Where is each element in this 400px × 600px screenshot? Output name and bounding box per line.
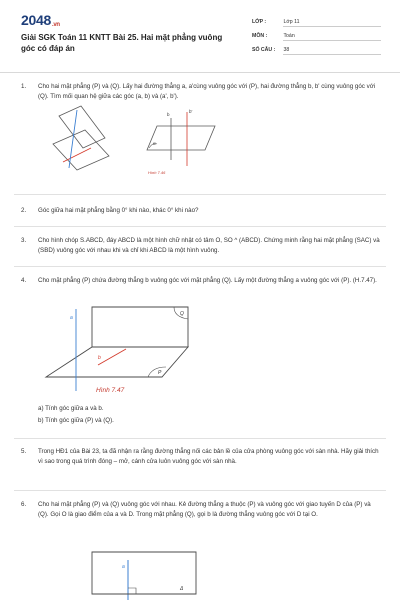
label-a: a bbox=[122, 564, 125, 570]
question-text: Cho hình chóp S.ABCD, đáy ABCD là một hình chữ nhật có tâm O, SO ^ (ABCD). Chứng minh rằng hai mặt phẳng (SAC) và (SBD) vuông góc với nhau khi và chỉ khi ABCD là một hình vuông. bbox=[38, 237, 380, 254]
question-number: 2. bbox=[21, 207, 27, 214]
label-b: b bbox=[167, 112, 170, 117]
label-a: a bbox=[70, 315, 73, 321]
question-5 bbox=[21, 447, 381, 479]
figure-left-planes bbox=[53, 106, 109, 170]
figure-right-plane bbox=[147, 126, 215, 150]
separator bbox=[14, 226, 386, 227]
separator bbox=[14, 194, 386, 195]
question-number: 5. bbox=[21, 448, 27, 455]
question-1 bbox=[21, 82, 381, 104]
q4-sub-a: a) Tính góc giữa a và b. bbox=[38, 405, 104, 412]
angle-mark-q6 bbox=[128, 588, 136, 594]
meta-class-row bbox=[252, 19, 381, 27]
label-b: b bbox=[98, 355, 101, 361]
separator bbox=[14, 438, 386, 439]
label-b-prime: b' bbox=[189, 109, 193, 114]
q4-sub-b: b) Tính góc giữa (P) và (Q). bbox=[38, 417, 114, 424]
red-line-a bbox=[63, 148, 91, 162]
label-q: Q bbox=[180, 311, 184, 317]
meta-count-label: SỐ CÂU : bbox=[252, 47, 276, 53]
label-delta: Δ bbox=[180, 586, 184, 592]
figure-q6 bbox=[62, 546, 202, 600]
question-3 bbox=[21, 236, 381, 258]
plane-q bbox=[92, 307, 188, 347]
question-number: 4. bbox=[21, 277, 27, 284]
logo-suffix: .vn bbox=[51, 22, 60, 28]
label-alpha: α bbox=[153, 141, 156, 146]
meta-subject-row bbox=[252, 33, 381, 41]
question-number: 3. bbox=[21, 237, 27, 244]
document-title: Giải SGK Toán 11 KNTT Bài 25. Hai mặt phẳng vuông góc có đáp án bbox=[21, 33, 223, 53]
separator bbox=[14, 266, 386, 267]
figure-7-47 bbox=[38, 305, 198, 397]
question-2 bbox=[21, 206, 381, 218]
question-6 bbox=[21, 500, 381, 532]
logo-text: 2048 bbox=[21, 12, 51, 28]
question-text: Cho hai mặt phẳng (P) và (Q) vuông góc với nhau. Kẻ đường thẳng a thuộc (P) và vuông góc với giao tuyến D của (P) và (Q). Gọi O là giao điểm của a và D. Trong mặt phẳng (Q), gọi b là đường thẳng vuông góc với D tại O. bbox=[38, 501, 371, 518]
meta-subject-label: MÔN : bbox=[252, 33, 268, 39]
question-number: 1. bbox=[21, 83, 27, 90]
figure-caption-7-47: Hình 7.47 bbox=[96, 387, 125, 394]
line-b bbox=[98, 349, 126, 365]
question-number: 6. bbox=[21, 501, 27, 508]
meta-class-value: Lớp 11 bbox=[283, 19, 381, 27]
question-text: Cho mặt phẳng (P) chứa đường thẳng b vuông góc với mặt phẳng (Q). Lấy một đường thẳng a vuông góc với (P). (H.7.47). bbox=[38, 277, 377, 284]
site-logo[interactable] bbox=[21, 12, 60, 28]
label-p: P bbox=[158, 370, 162, 376]
figure-7-46 bbox=[45, 104, 305, 178]
question-text: Góc giữa hai mặt phẳng bằng 0° khi nào, khác 0° khi nào? bbox=[38, 207, 199, 214]
page-header bbox=[0, 0, 400, 73]
question-4 bbox=[21, 276, 381, 298]
separator bbox=[14, 490, 386, 491]
question-text: Cho hai mặt phẳng (P) và (Q). Lấy hai đường thẳng a, a'cùng vuông góc với (P), hai đường thẳng b, b' cùng vuông góc với (Q). Tìm mối quan hệ giữa các góc (a, b) và (a', b'). bbox=[38, 83, 376, 100]
figure-caption-7-46: Hình 7.46 bbox=[148, 170, 166, 175]
meta-subject-value: Toán bbox=[283, 33, 381, 41]
plane-p bbox=[46, 347, 188, 377]
meta-count-value: 38 bbox=[283, 47, 381, 55]
meta-count-row bbox=[252, 47, 381, 55]
question-text: Trong HĐ1 của Bài 23, ta đã nhận ra rằng đường thẳng nối các bản lề của cửa phòng vuông góc với sàn nhà. Hãy giải thích vì sao trong quá trình đóng – mở, cánh cửa luôn vuông góc với sàn nhà. bbox=[38, 448, 379, 465]
meta-class-label: LỚP : bbox=[252, 19, 267, 25]
